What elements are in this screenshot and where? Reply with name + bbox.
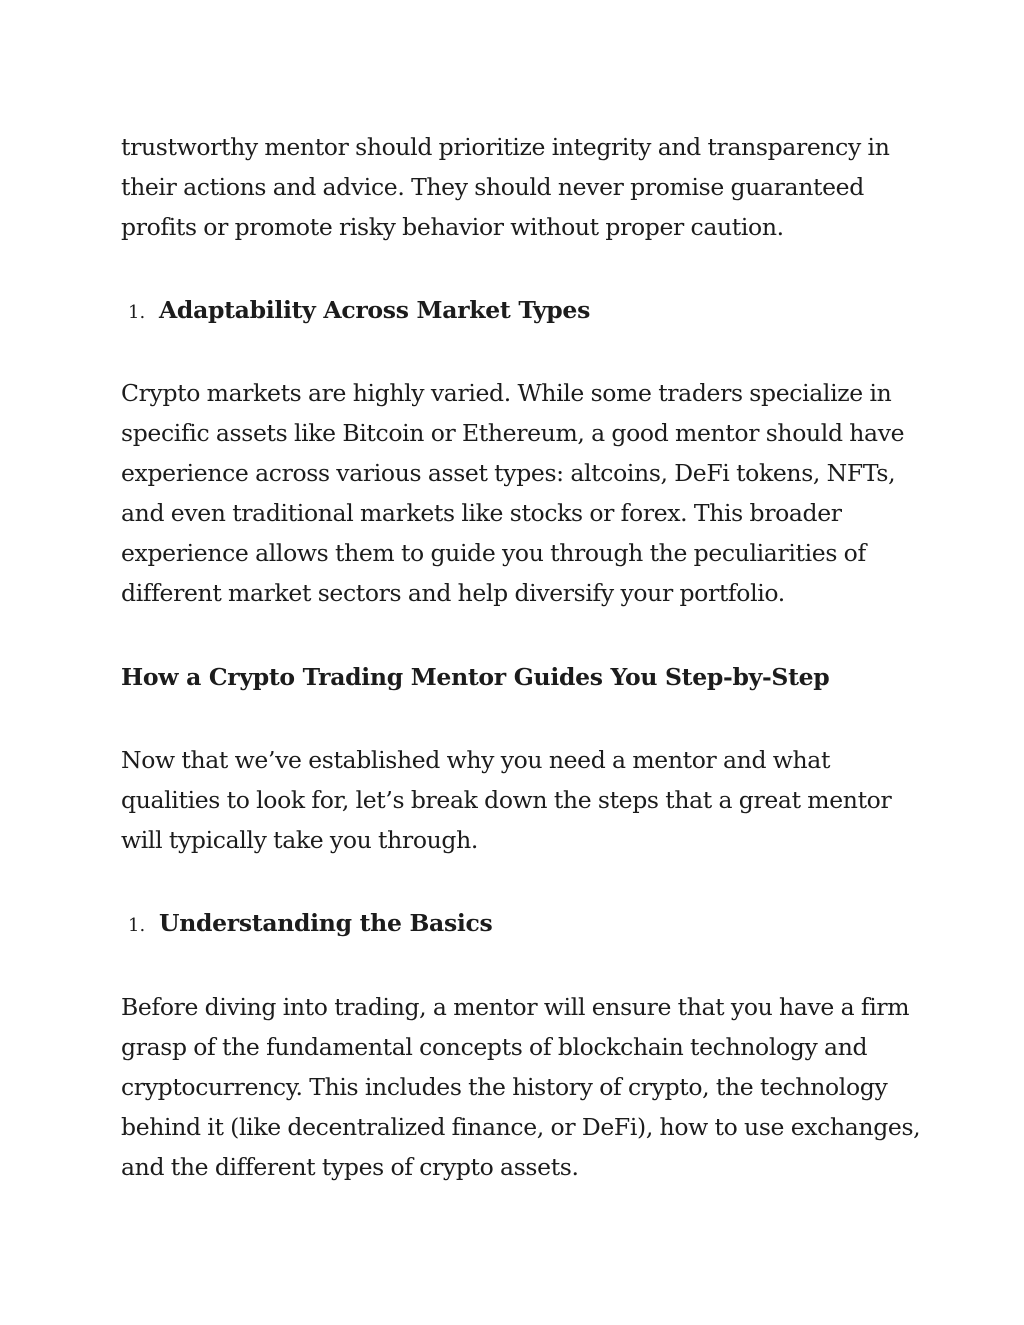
section-heading: How a Crypto Trading Mentor Guides You Step-by-Step (121, 663, 830, 691)
paragraph-mentor-steps: Now that we’ve established why you need a mentor and what qualities to look for, let’s break down the steps that a great mentor will typically take you through. (121, 746, 892, 854)
paragraph-market-types: Crypto markets are highly varied. While some traders specialize in specific assets like Bitcoin or Ethereum, a good mentor should have experience across various asset types: altcoins, DeFi tokens, NFTs, and even traditional markets like stocks or forex. This broader experience allows them to guide you through the peculiarities of different market sectors and help diversify your portfolio. (121, 379, 905, 607)
paragraph-mentor-integrity: trustworthy mentor should prioritize integrity and transparency in their actions and advice. They should never promise guaranteed profits or promote risky behavior without proper caution. (121, 133, 890, 241)
list-item-adaptability (128, 294, 590, 326)
list-item-title: Understanding the Basics (159, 909, 493, 937)
list-marker: 1. (128, 302, 146, 323)
paragraph-basics: Before diving into trading, a mentor will ensure that you have a firm grasp of the fundamental concepts of blockchain technology and cryptocurrency. This includes the history of crypto, the technology behind it (like decentralized finance, or DeFi), how to use exchanges, and the different types of crypto assets. (121, 993, 921, 1181)
list-item-basics (128, 907, 492, 939)
list-item-title: Adaptability Across Market Types (159, 296, 591, 324)
list-marker: 1. (128, 915, 146, 936)
